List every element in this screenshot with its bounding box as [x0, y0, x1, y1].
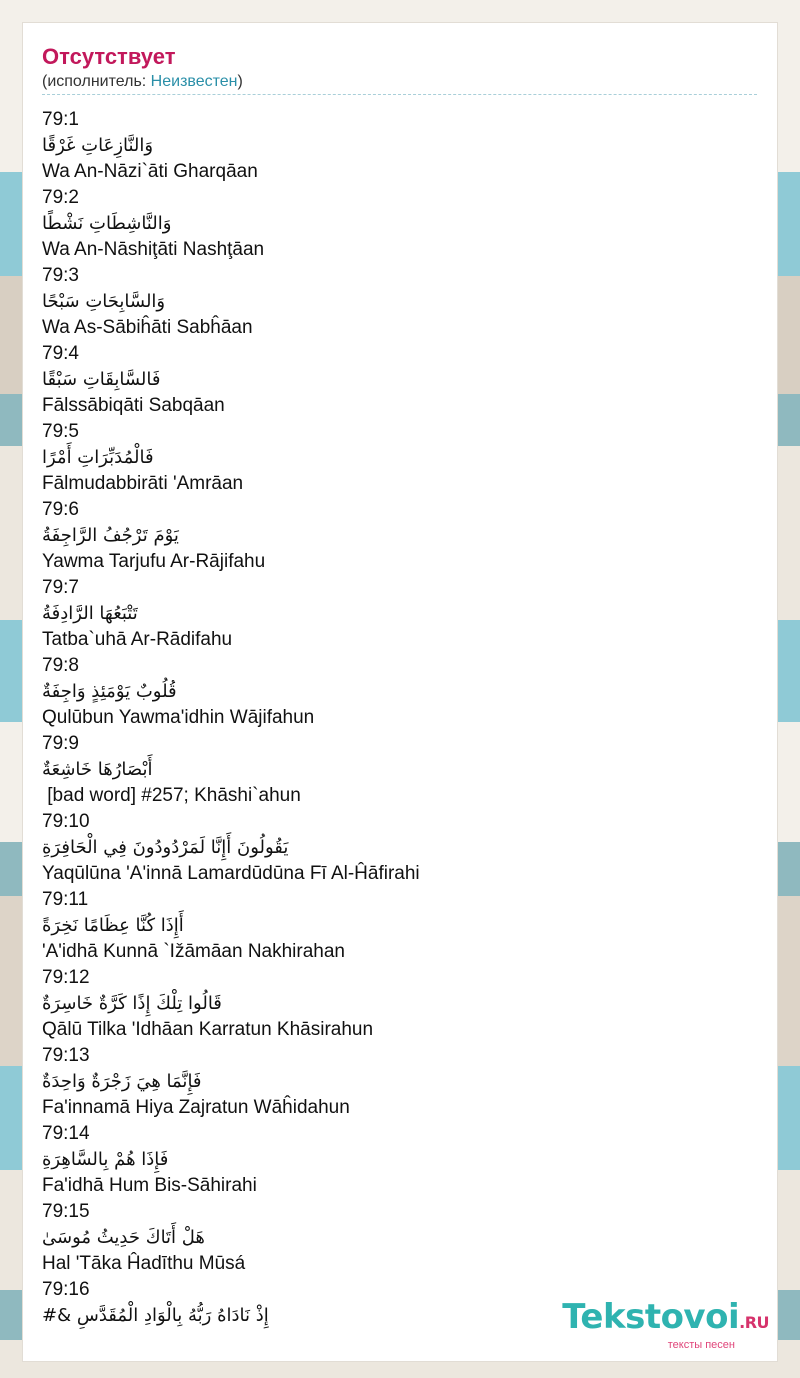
verse-block: [42, 887, 757, 965]
song-title: Отсутствует: [42, 44, 176, 69]
lyrics-card: [22, 22, 778, 1362]
logo-name: Tekstovoi: [562, 1297, 740, 1337]
verse-transliteration: Wa An-Nāzi`āti Gharqāan: [42, 161, 258, 182]
verse-transliteration: Yaqūlūna 'A'innā Lamardūdūna Fī Al-Ĥāfirahi: [42, 863, 420, 884]
verse-ref: 79:10: [42, 811, 90, 832]
verse-block: [42, 653, 757, 731]
verse-arabic: وَالنَّازِعَاتِ غَرْقًا: [42, 135, 154, 156]
verse-arabic: وَالسَّابِحَاتِ سَبْحًا: [42, 291, 166, 312]
logo-tagline: тексты песен: [667, 1339, 735, 1351]
verse-arabic: تَتْبَعُهَا الرَّادِفَةُ: [42, 603, 138, 624]
verse-block: [42, 497, 757, 575]
verse-transliteration: 'A'idhā Kunnā `Ižāmāan Nakhirahan: [42, 941, 345, 962]
verse-ref: 79:1: [42, 109, 79, 130]
artist-link[interactable]: Неизвестен: [150, 73, 238, 90]
verse-block: [42, 107, 757, 185]
site-logo[interactable]: [562, 1299, 769, 1351]
artist-suffix: ): [237, 73, 243, 90]
logo-tld: .RU: [739, 1313, 769, 1332]
verse-arabic: يَقُولُونَ أَإِنَّا لَمَرْدُودُونَ فِي الْحَافِرَةِ: [42, 837, 289, 858]
verse-block: [42, 575, 757, 653]
song-header: [42, 43, 757, 93]
verse-ref: 79:14: [42, 1123, 90, 1144]
lyrics-text: [42, 107, 757, 1355]
verse-ref: 79:12: [42, 967, 90, 988]
verse-arabic: هَلْ أَتَاكَ حَدِيثُ مُوسَىٰ: [42, 1227, 205, 1248]
verse-arabic: أَبْصَارُهَا خَاشِعَةٌ: [42, 759, 153, 780]
artist-line: [42, 71, 757, 93]
verse-transliteration: Fa'idhā Hum Bis-Sāhirahi: [42, 1175, 257, 1196]
verse-block: [42, 419, 757, 497]
verse-ref: 79:4: [42, 343, 79, 364]
verse-ref: 79:3: [42, 265, 79, 286]
verse-block: [42, 731, 757, 809]
verse-arabic: يَوْمَ تَرْجُفُ الرَّاجِفَةُ: [42, 525, 179, 546]
verse-block: [42, 1121, 757, 1199]
verse-transliteration: [bad word] #257; Khāshi`ahun: [42, 785, 301, 806]
verse-transliteration: Yawma Tarjufu Ar-Rājifahu: [42, 551, 266, 572]
verse-arabic: قُلُوبٌ يَوْمَئِذٍ وَاجِفَةٌ: [42, 681, 177, 702]
verse-block: [42, 341, 757, 419]
verse-block: [42, 965, 757, 1043]
verse-ref: 79:7: [42, 577, 79, 598]
verse-ref: 79:5: [42, 421, 79, 442]
verse-arabic: فَالْمُدَبِّرَاتِ أَمْرًا: [42, 447, 154, 468]
verse-ref: 79:6: [42, 499, 79, 520]
verse-transliteration: Qulūbun Yawma'idhin Wājifahun: [42, 707, 315, 728]
verse-transliteration: Fālssābiqāti Sabqāan: [42, 395, 225, 416]
verse-block: [42, 1199, 757, 1277]
verse-ref: 79:16: [42, 1279, 90, 1300]
verse-transliteration: Tatba`uhā Ar-Rādifahu: [42, 629, 233, 650]
verse-arabic: أَإِذَا كُنَّا عِظَامًا نَخِرَةً: [42, 915, 184, 936]
artist-prefix: (исполнитель:: [42, 73, 151, 90]
verse-transliteration: Fālmudabbirāti 'Amrāan: [42, 473, 244, 494]
verse-arabic: فَإِنَّمَا هِيَ زَجْرَةٌ وَاحِدَةٌ: [42, 1071, 202, 1092]
verse-transliteration: Qālū Tilka 'Idhāan Karratun Khāsirahun: [42, 1019, 374, 1040]
verse-transliteration: Wa As-Sābiĥāti Sabĥāan: [42, 317, 253, 338]
verse-transliteration: Fa'innamā Hiya Zajratun Wāĥidahun: [42, 1097, 350, 1118]
verse-arabic: وَالنَّاشِطَاتِ نَشْطًا: [42, 213, 172, 234]
verse-ref: 79:13: [42, 1045, 90, 1066]
verse-arabic: فَالسَّابِقَاتِ سَبْقًا: [42, 369, 161, 390]
verse-block: [42, 1043, 757, 1121]
header-divider: [42, 94, 757, 95]
verse-arabic: فَإِذَا هُمْ بِالسَّاهِرَةِ: [42, 1149, 169, 1170]
verse-transliteration: Wa An-Nāshiţāti Nashţāan: [42, 239, 265, 260]
verse-ref: 79:8: [42, 655, 79, 676]
verse-ref: 79:11: [42, 889, 89, 910]
verse-block: [42, 809, 757, 887]
verse-ref: 79:9: [42, 733, 79, 754]
verse-block: [42, 263, 757, 341]
verse-ref: 79:15: [42, 1201, 90, 1222]
verse-block: [42, 185, 757, 263]
verse-transliteration: Hal 'Tāka Ĥadīthu Mūsá: [42, 1253, 246, 1274]
verse-ref: 79:2: [42, 187, 79, 208]
verse-arabic: قَالُوا تِلْكَ إِذًا كَرَّةٌ خَاسِرَةٌ: [42, 993, 222, 1014]
verse-arabic: إِذْ نَادَاهُ رَبُّهُ بِالْوَادِ الْمُقَدَّسِ &#: [42, 1305, 269, 1326]
